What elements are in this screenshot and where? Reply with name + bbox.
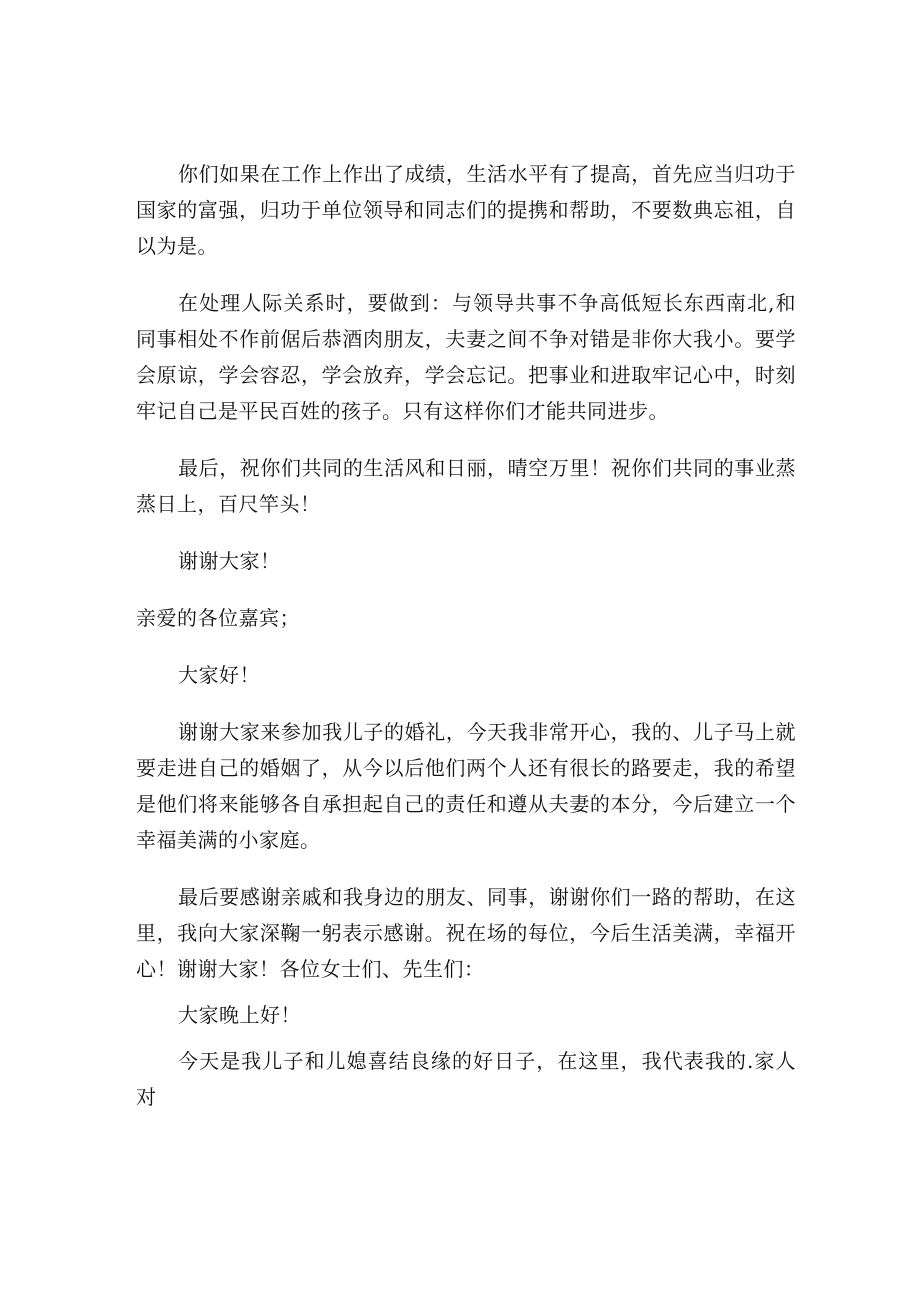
- document-body: [136, 156, 796, 1115]
- paragraph-thanks: 谢谢大家！: [178, 549, 281, 573]
- paragraph-credit-country: 你们如果在工作上作出了成绩，生活水平有了提高，首先应当归功于国家的富强，归功于单位领导和同志们的提携和帮助，不要数典忘祖，自以为是。: [136, 162, 796, 258]
- paragraph-relationships: 在处理人际关系时，要做到：与领导共事不争高低短长东西南北,和同事相处不作前倨后恭酒肉朋友，夫妻之间不争对错是非你大我小。要学会原谅，学会容忍，学会放弃，学会忘记。把事业和进取牢记心中，时刻牢记自己是平民百姓的孩子。只有这样你们才能共同进步。: [136, 291, 796, 423]
- paragraph-opening: 今天是我儿子和儿媳喜结良缘的好日子，在这里，我代表我的.家人对: [136, 1049, 796, 1109]
- paragraph-evening-greeting: 大家晚上好！: [178, 1003, 301, 1027]
- paragraph-gratitude: 最后要感谢亲戚和我身边的朋友、同事，谢谢你们一路的帮助，在这里，我向大家深鞠一躬表示感谢。祝在场的每位，今后生活美满，幸福开心！谢谢大家！各位女士们、先生们：: [136, 885, 796, 981]
- paragraph-salutation: 亲爱的各位嘉宾；: [136, 606, 300, 630]
- paragraph-greeting: 大家好！: [178, 663, 260, 687]
- paragraph-blessing: 最后，祝你们共同的生活风和日丽，晴空万里！祝你们共同的事业蒸蒸日上，百尺竿头！: [136, 456, 796, 516]
- paragraph-wedding-speech: 谢谢大家来参加我儿子的婚礼，今天我非常开心，我的、儿子马上就要走进自己的婚姻了，从今以后他们两个人还有很长的路要走，我的希望是他们将来能够各自承担起自己的责任和遵从夫妻的本分，今后建立一个幸福美满的小家庭。: [136, 720, 796, 852]
